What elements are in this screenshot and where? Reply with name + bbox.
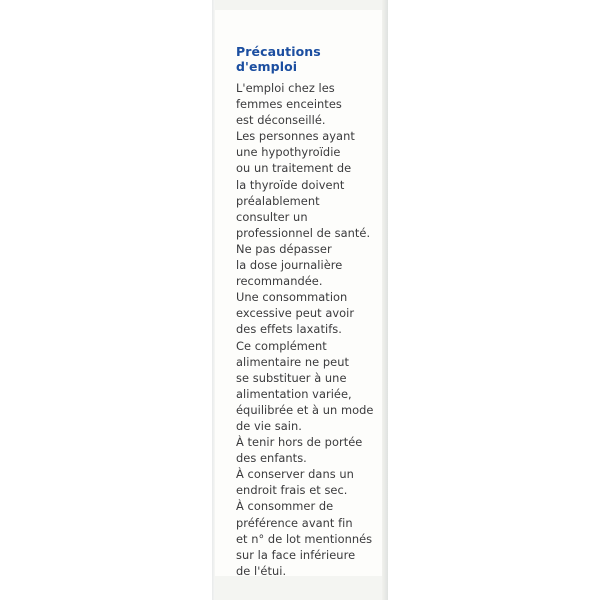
text-line: Ne pas dépasser bbox=[236, 241, 332, 256]
package-left-fold bbox=[212, 0, 215, 600]
package-bottom-edge bbox=[212, 576, 388, 600]
text-line: la dose journalière bbox=[236, 258, 343, 273]
text-line: excessive peut avoir bbox=[236, 306, 355, 321]
text-line: À conserver dans un bbox=[236, 467, 354, 482]
text-line: alimentation variée, bbox=[236, 386, 352, 401]
text-line: se substituer à une bbox=[236, 370, 347, 385]
text-line: la thyroïde doivent bbox=[236, 177, 345, 192]
text-line: consulter un bbox=[236, 209, 308, 224]
text-line: des enfants. bbox=[236, 451, 307, 466]
text-line: recommandée. bbox=[236, 274, 323, 289]
text-line: préférence avant fin bbox=[236, 515, 353, 530]
text-line: endroit frais et sec. bbox=[236, 483, 348, 498]
text-line: ou un traitement de bbox=[236, 161, 352, 176]
text-line: des effets laxatifs. bbox=[236, 322, 342, 337]
package-top-edge bbox=[212, 0, 388, 10]
package-right-fold bbox=[382, 0, 388, 600]
text-line: Une consommation bbox=[236, 290, 348, 305]
text-line: femmes enceintes bbox=[236, 97, 342, 112]
text-line: alimentaire ne peut bbox=[236, 354, 350, 369]
text-line: À consommer de bbox=[236, 499, 334, 514]
text-line: une hypothyroïdie bbox=[236, 145, 341, 160]
text-line: L'emploi chez les bbox=[236, 81, 335, 95]
precautions-body bbox=[236, 80, 382, 579]
text-line: Ce complément bbox=[236, 338, 327, 353]
text-line: sur la face inférieure bbox=[236, 547, 356, 562]
text-line: de vie sain. bbox=[236, 418, 302, 433]
text-line: de l'étui. bbox=[236, 563, 287, 578]
section-heading: Précautions d'emploi bbox=[236, 44, 321, 74]
text-line: À tenir hors de portée bbox=[236, 435, 363, 450]
text-line: équilibrée et à un mode bbox=[236, 402, 374, 417]
text-line: préalablement bbox=[236, 193, 320, 208]
precautions-section bbox=[236, 44, 382, 579]
text-line: et n° de lot mentionnés bbox=[236, 531, 373, 546]
text-line: est déconseillé. bbox=[236, 113, 326, 128]
text-line: professionnel de santé. bbox=[236, 225, 371, 240]
text-line: Les personnes ayant bbox=[236, 129, 355, 144]
